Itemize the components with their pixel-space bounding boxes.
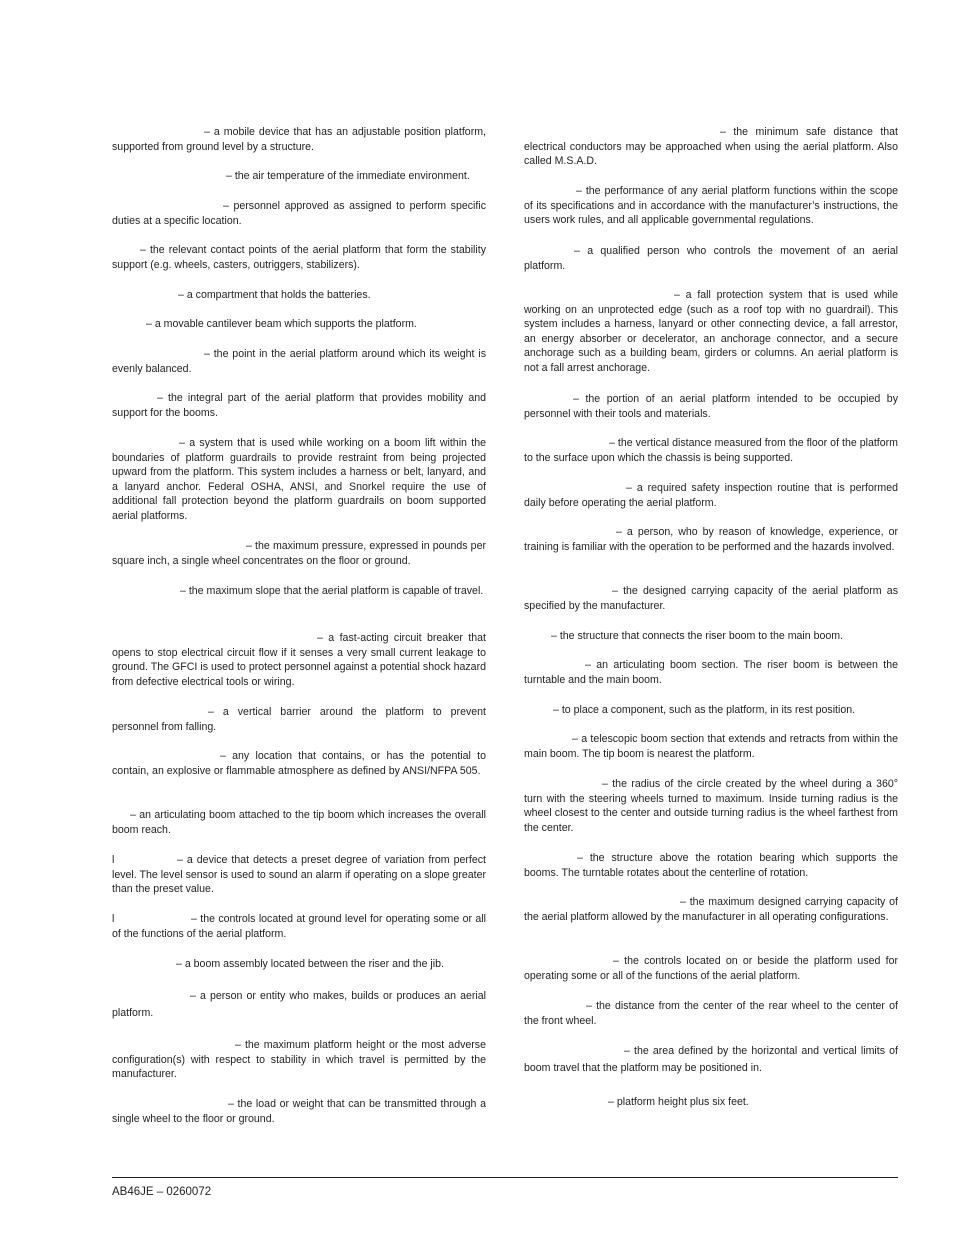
- glossary-definition: – a fall protection system that is used while working on an unprotected edge (such as a roof top with no guardrail). This system includes a harness, lanyard or other connecting device, a fall arrestor, an energy absorber or decelerator, an anchorage connector, and a secure anchorage such as a building beam, girders or columns. An aerial platform is not a fall arrest anchorage.: [524, 289, 898, 374]
- glossary-definition: – a telescopic boom section that extends and retracts from within the main boom. The tip boom is nearest the platform.: [524, 733, 898, 760]
- glossary-definition: – the radius of the circle created by the wheel during a 360° turn with the steering wheels turned to maximum. Inside turning radius is the wheel closest to the center and outside turning radius is the wheel farthest from the center.: [524, 778, 898, 834]
- glossary-entry: [112, 808, 486, 837]
- glossary-entry: [524, 288, 898, 376]
- glossary-entry: [112, 243, 486, 272]
- glossary-definition: – a person or entity who makes, builds or produces an aerial platform.: [112, 990, 486, 1019]
- glossary-definition: – the portion of an aerial platform intended to be occupied by personnel with their tools and materials.: [524, 393, 898, 420]
- glossary-entry: [112, 539, 486, 568]
- glossary-entry: [112, 584, 486, 599]
- glossary-definition: – to place a component, such as the platform, in its rest position.: [553, 704, 856, 716]
- glossary-entry: [524, 732, 898, 761]
- glossary-definition: – the maximum pressure, expressed in pounds per square inch, a single wheel concentrates on the floor or ground.: [112, 540, 486, 567]
- glossary-definition: – an articulating boom section. The riser boom is between the turntable and the main boom.: [524, 659, 898, 686]
- glossary-entry: [112, 912, 486, 941]
- glossary-term: l: [112, 854, 115, 866]
- glossary-entry: [112, 199, 486, 228]
- glossary-entry: [524, 244, 898, 273]
- glossary-definition: – a device that detects a preset degree of variation from perfect level. The level sensor is used to sound an alarm if operating on a slope greater than the preset value.: [112, 854, 486, 896]
- glossary-entry: [524, 584, 898, 613]
- glossary-definition: – the vertical distance measured from the floor of the platform to the surface upon which the chassis is being supported.: [524, 437, 898, 464]
- glossary-definition: – a person, who by reason of knowledge, experience, or training is familiar with the operation to be performed and the hazards involved.: [524, 526, 898, 553]
- glossary-entry: [112, 631, 486, 689]
- glossary-entry: [524, 525, 898, 554]
- glossary-definition: – personnel approved as assigned to perform specific duties at a specific location.: [112, 200, 486, 227]
- glossary-definition: – the load or weight that can be transmitted through a single wheel to the floor or ground.: [112, 1098, 486, 1125]
- glossary-entry: [112, 988, 486, 1022]
- glossary-entry: [524, 629, 898, 644]
- glossary-definition: – a mobile device that has an adjustable position platform, supported from ground level by a structure.: [112, 126, 486, 153]
- glossary-entry: [524, 777, 898, 835]
- glossary-definition: – a vertical barrier around the platform to prevent personnel from falling.: [112, 706, 486, 733]
- glossary-definition: – the designed carrying capacity of the aerial platform as specified by the manufacturer.: [524, 585, 898, 612]
- glossary-definition: – the distance from the center of the rear wheel to the center of the front wheel.: [524, 1000, 898, 1027]
- glossary-definition: – the integral part of the aerial platform that provides mobility and support for the booms.: [112, 392, 486, 419]
- glossary-definition: – the performance of any aerial platform functions within the scope of its specifications and in accordance with the manufacturer’s instructions, the users work rules, and all applicable governmental regulations.: [524, 185, 898, 227]
- glossary-entry: [112, 1097, 486, 1126]
- glossary-definition: – the relevant contact points of the aerial platform that form the stability support (e.g. wheels, casters, outriggers, stabilizers).: [112, 244, 486, 271]
- glossary-definition: – the minimum safe distance that electrical conductors may be approached when using the aerial platform. Also called M.S.A.D.: [524, 126, 898, 168]
- glossary-entry: [524, 999, 898, 1028]
- footer-document-number: AB46JE – 0260072: [112, 1186, 212, 1198]
- glossary-entry: [112, 749, 486, 778]
- glossary-entry: [112, 347, 486, 376]
- glossary-definition: – an articulating boom attached to the tip boom which increases the overall boom reach.: [112, 809, 486, 836]
- glossary-entry: [524, 184, 898, 228]
- glossary-entry: [112, 705, 486, 734]
- footer-divider: [112, 1177, 898, 1178]
- glossary-entry: [524, 954, 898, 983]
- glossary-definition: – the maximum platform height or the most adverse configuration(s) with respect to stability in which travel is permitted by the manufacturer.: [112, 1039, 486, 1081]
- glossary-term: l: [112, 913, 115, 925]
- glossary-definition: – a movable cantilever beam which supports the platform.: [146, 318, 417, 330]
- glossary-entry: [524, 481, 898, 510]
- glossary-definition: – the controls located on or beside the platform used for operating some or all of the functions of the aerial platform.: [524, 955, 898, 982]
- glossary-entry: [524, 851, 898, 880]
- glossary-entry: [524, 1043, 898, 1076]
- glossary-entry: [112, 317, 486, 332]
- glossary-definition: – the maximum designed carrying capacity of the aerial platform allowed by the manufacturer in all operating configurations.: [524, 896, 898, 923]
- glossary-definition: – a boom assembly located between the riser and the jib.: [176, 958, 444, 970]
- glossary-entry: [112, 391, 486, 420]
- glossary-definition: – the structure that connects the riser boom to the main boom.: [551, 630, 844, 642]
- glossary-definition: – the maximum slope that the aerial platform is capable of travel.: [180, 585, 484, 597]
- glossary-entry: [524, 658, 898, 687]
- glossary-entry: [524, 703, 898, 718]
- glossary-definition: – a fast-acting circuit breaker that opens to stop electrical circuit flow if it senses a very small current leakage to ground. The GFCI is used to protect personnel against a potential shock hazard from defective electrical tools or wiring.: [112, 632, 486, 688]
- glossary-entry: [112, 169, 486, 184]
- glossary-definition: – the air temperature of the immediate environment.: [226, 170, 470, 182]
- glossary-entry: [112, 853, 486, 897]
- glossary-entry: [524, 895, 898, 924]
- glossary-entry: [524, 436, 898, 465]
- glossary-definition: – the point in the aerial platform around which its weight is evenly balanced.: [112, 348, 486, 375]
- glossary-entry: [112, 1038, 486, 1082]
- glossary-definition: – the area defined by the horizontal and vertical limits of boom travel that the platform may be positioned in.: [524, 1045, 898, 1074]
- glossary-definition: – the structure above the rotation bearing which supports the booms. The turntable rotates about the centerline of rotation.: [524, 852, 898, 879]
- glossary-definition: – a system that is used while working on a boom lift within the boundaries of platform guardrails to provide restraint from being projected upward from the platform. This system includes a harness or belt, lanyard, and a lanyard anchor. Federal OSHA, ANSI, and Snorkel require the use of additional fall protection beyond the platform guardrails on boom supported aerial platforms.: [112, 437, 486, 522]
- glossary-definition: – the controls located at ground level for operating some or all of the functions of the aerial platform.: [112, 913, 486, 940]
- glossary-definition: – platform height plus six feet.: [608, 1096, 749, 1108]
- glossary-definition: – any location that contains, or has the potential to contain, an explosive or flammable atmosphere as defined by ANSI/NFPA 505.: [112, 750, 486, 777]
- glossary-entry: [112, 288, 486, 303]
- glossary-definition: – a qualified person who controls the movement of an aerial platform.: [524, 245, 898, 272]
- glossary-definition: – a required safety inspection routine that is performed daily before operating the aerial platform.: [524, 482, 898, 509]
- glossary-entry: [112, 125, 486, 154]
- glossary-definition: – a compartment that holds the batteries.: [178, 289, 371, 301]
- glossary-entry: [112, 957, 486, 972]
- glossary-entry: [524, 1095, 898, 1110]
- glossary-entry: [112, 436, 486, 524]
- glossary-entry: [524, 125, 898, 169]
- glossary-entry: [524, 392, 898, 421]
